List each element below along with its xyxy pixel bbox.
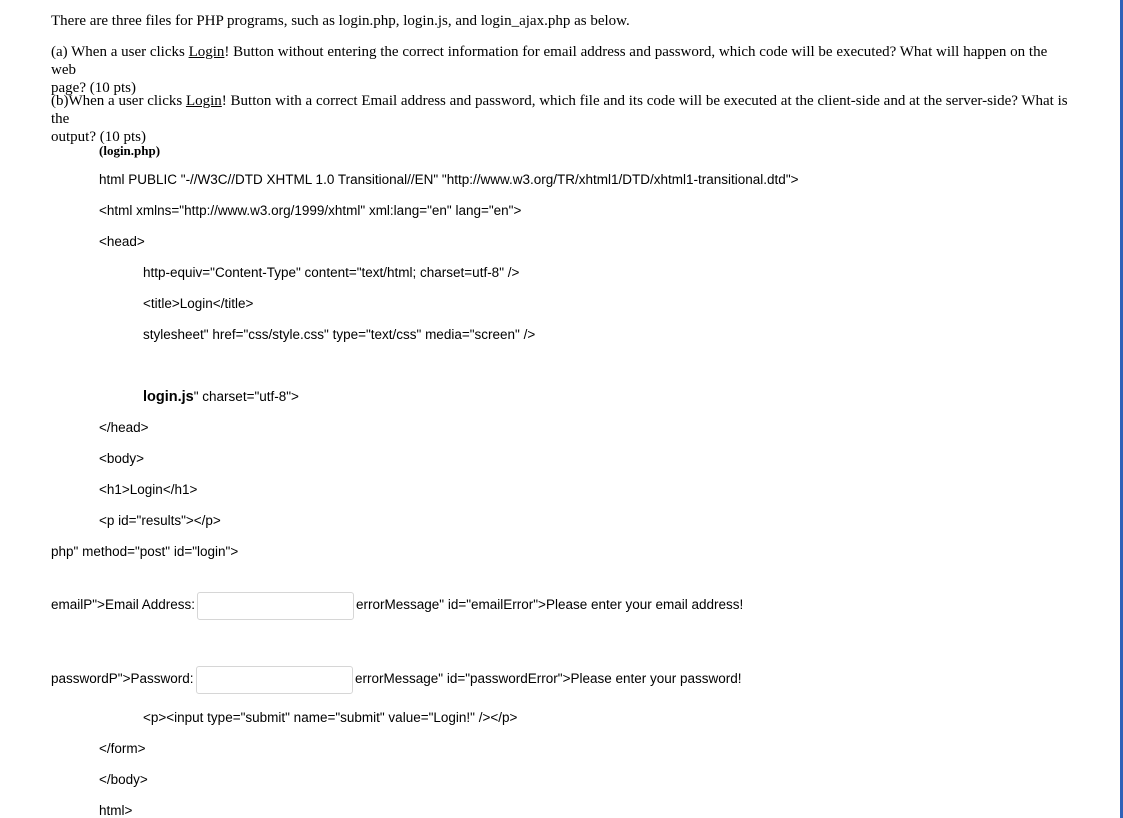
question-a-line1: ! Button without entering the correct information for email address and password, which code will be executed? What will happen on the web [51,44,1048,78]
code-head-close: </head> [99,420,149,435]
question-a-prefix: (a) When a user clicks [51,44,189,60]
password-error-message: errorMessage" id="passwordError">Please enter your password! [355,671,742,686]
code-form-close: </form> [99,741,146,756]
question-a [51,43,1071,97]
question-b-prefix: (b)When a user clicks [51,93,186,109]
code-meta: http-equiv="Content-Type" content="text/html; charset=utf-8" /> [143,265,520,280]
code-body-open: <body> [99,451,145,466]
code-script [143,389,299,405]
code-html-close: html> [99,803,133,818]
code-html-open: <html xmlns="http://www.w3.org/1999/xhtml" xml:lang="en" lang="en"> [99,203,522,218]
code-script-filename: login.js [143,389,194,405]
email-field[interactable] [197,592,354,620]
code-body-close: </body> [99,772,148,787]
file-label: (login.php) [99,143,161,158]
code-form: php" method="post" id="login"> [51,544,239,559]
password-label: passwordP">Password: [51,671,194,686]
question-b [51,92,1071,146]
question-a-login-link[interactable]: Login [188,44,225,60]
question-b-line2: output? (10 pts) [51,129,146,145]
code-stylesheet: stylesheet" href="css/style.css" type="text/css" media="screen" /> [143,327,536,342]
code-title: <title>Login</title> [143,296,254,311]
question-b-login-link[interactable]: Login [185,93,222,109]
code-submit: <p><input type="submit" name="submit" value="Login!" /></p> [143,710,518,725]
email-label: emailP">Email Address: [51,597,195,612]
question-b-line1: ! Button with a correct Email address and password, which file and its code will be executed at the client-side and at the server-side? What is the [51,93,1068,127]
code-script-rest: " charset="utf-8"> [193,389,299,404]
code-doctype: html PUBLIC "-//W3C//DTD XHTML 1.0 Transitional//EN" "http://www.w3.org/TR/xhtml1/DTD/xhtml1-transitional.dtd"> [99,172,799,187]
question-a-line2: page? (10 pts) [51,80,136,96]
intro-text: There are three files for PHP programs, such as login.php, login.js, and login_ajax.php as below. [51,13,630,29]
password-field[interactable] [196,666,353,694]
email-error-message: errorMessage" id="emailError">Please enter your email address! [356,597,744,612]
code-results-p: <p id="results"></p> [99,513,221,528]
code-head-open: <head> [99,234,145,249]
code-h1: <h1>Login</h1> [99,482,198,497]
